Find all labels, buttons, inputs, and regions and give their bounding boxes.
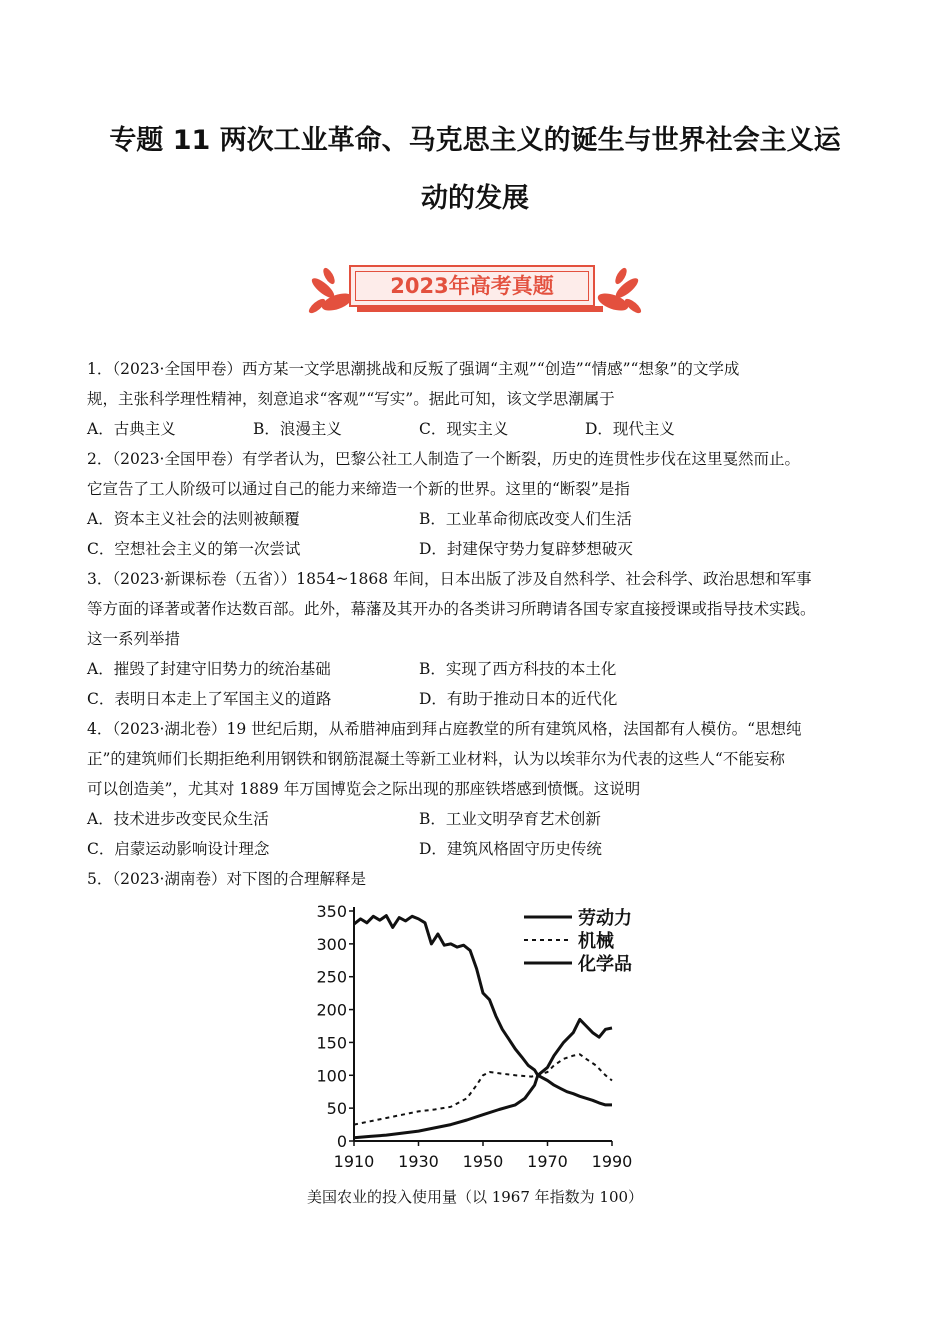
- option-b: B．工业革命彻底改变人们生活: [419, 510, 632, 528]
- legend-label: 劳动力: [578, 908, 632, 929]
- question-4: [87, 714, 867, 864]
- option-c: C．启蒙运动影响设计理念: [87, 840, 270, 858]
- series-line-3: [354, 1019, 612, 1137]
- question-text-line: 正”的建筑师们长期拒绝利用钢铁和钢筋混凝土等新工业材料，认为以埃菲尔为代表的这些人“不能妄称: [87, 750, 785, 768]
- option-row: [87, 804, 867, 834]
- option-b: B．实现了西方科技的本土化: [419, 660, 617, 678]
- question-text-line: 规，主张科学理性精神，刻意追求“客观”“写实”。据此可知，该文学思潮属于: [87, 390, 615, 408]
- question-text-line: 2．（2023·全国甲卷）有学者认为，巴黎公社工人制造了一个断裂，历史的连贯性步伐在这里戛然而止。: [87, 450, 800, 468]
- question-5: [87, 864, 867, 894]
- question-2: [87, 444, 867, 564]
- option-row: [87, 654, 867, 684]
- option-row: [87, 414, 867, 444]
- question-text-line: 它宣告了工人阶级可以通过自己的能力来缔造一个新的世界。这里的“断裂”是指: [87, 480, 630, 498]
- left-leaf-icon: [305, 262, 355, 318]
- option-row: [87, 834, 867, 864]
- legend-label: 化学品: [578, 954, 632, 975]
- option-a: A．资本主义社会的法则被颠覆: [87, 510, 300, 528]
- y-tick-label: 350: [316, 902, 347, 921]
- option-row: [87, 504, 867, 534]
- chart-figure: [300, 895, 650, 1185]
- legend-label: 机械: [578, 931, 614, 952]
- question-text-line: 等方面的译著或著作达数百部。此外，幕藩及其开办的各类讲习所聘请各国专家直接授课或指导技术实践。: [87, 600, 816, 618]
- question-text-line: 5．（2023·湖南卷）对下图的合理解释是: [87, 870, 366, 888]
- y-tick-label: 150: [316, 1033, 347, 1053]
- page-title-line-2: 动的发展: [421, 183, 529, 214]
- banner-text: 2023年高考真题: [390, 274, 554, 298]
- option-d: D．封建保守势力复辟梦想破灭: [419, 540, 633, 558]
- option-c: C．表明日本走上了军国主义的道路: [87, 690, 332, 708]
- section-banner: [305, 262, 645, 318]
- question-list: [87, 354, 867, 894]
- option-c: C．现实主义: [419, 420, 509, 438]
- y-tick-label: 50: [326, 1099, 347, 1119]
- option-b: B．工业文明孕育艺术创新: [419, 810, 601, 828]
- option-b: B．浪漫主义: [253, 420, 342, 438]
- option-a: A．古典主义: [87, 420, 176, 438]
- question-text-line: 可以创造美”，尤其对 1889 年万国博览会之际出现的那座铁塔感到愤慨。这说明: [87, 780, 641, 798]
- option-d: D．有助于推动日本的近代化: [419, 690, 618, 708]
- y-tick-label: 100: [316, 1066, 347, 1086]
- question-text-line: 这一系列举措: [87, 630, 181, 648]
- option-a: A．摧毁了封建守旧势力的统治基础: [87, 660, 331, 678]
- y-tick-label: 200: [316, 1000, 347, 1020]
- question-text-line: 1．（2023·全国甲卷）西方某一文学思潮挑战和反叛了强调“主观”“创造”“情感”“想象”的文学成: [87, 360, 740, 378]
- line-chart: [300, 895, 650, 1185]
- y-tick-label: 300: [316, 934, 347, 954]
- x-tick-label: 1910: [333, 1152, 375, 1171]
- x-tick-label: 1950: [462, 1152, 504, 1171]
- option-d: D．现代主义: [585, 420, 675, 438]
- x-tick-label: 1990: [591, 1152, 633, 1171]
- x-tick-label: 1930: [398, 1152, 439, 1171]
- page-title-line-1: 专题 11 两次工业革命、马克思主义的诞生与世界社会主义运: [109, 125, 841, 156]
- x-tick-label: 1970: [527, 1152, 568, 1171]
- option-d: D．建筑风格固守历史传统: [419, 840, 602, 858]
- question-1: [87, 354, 867, 444]
- y-tick-label: 250: [316, 967, 347, 987]
- option-row: [87, 684, 867, 714]
- y-tick-label: 0: [336, 1132, 347, 1151]
- series-line-1: [354, 916, 612, 1105]
- page-title: [60, 112, 890, 228]
- question-text-line: 4．（2023·湖北卷）19 世纪后期，从希腊神庙到拜占庭教堂的所有建筑风格，法国都有人模仿。“思想纯: [87, 720, 802, 738]
- question-text-line: 3．（2023·新课标卷（五省））1854~1868 年间，日本出版了涉及自然科学、社会科学、政治思想和军事: [87, 570, 812, 588]
- option-c: C．空想社会主义的第一次尝试: [87, 540, 301, 558]
- question-3: [87, 564, 867, 714]
- option-row: [87, 534, 867, 564]
- option-a: A．技术进步改变民众生活: [87, 810, 269, 828]
- chart-caption: 美国农业的投入使用量（以 1967 年指数为 100）: [306, 1188, 644, 1206]
